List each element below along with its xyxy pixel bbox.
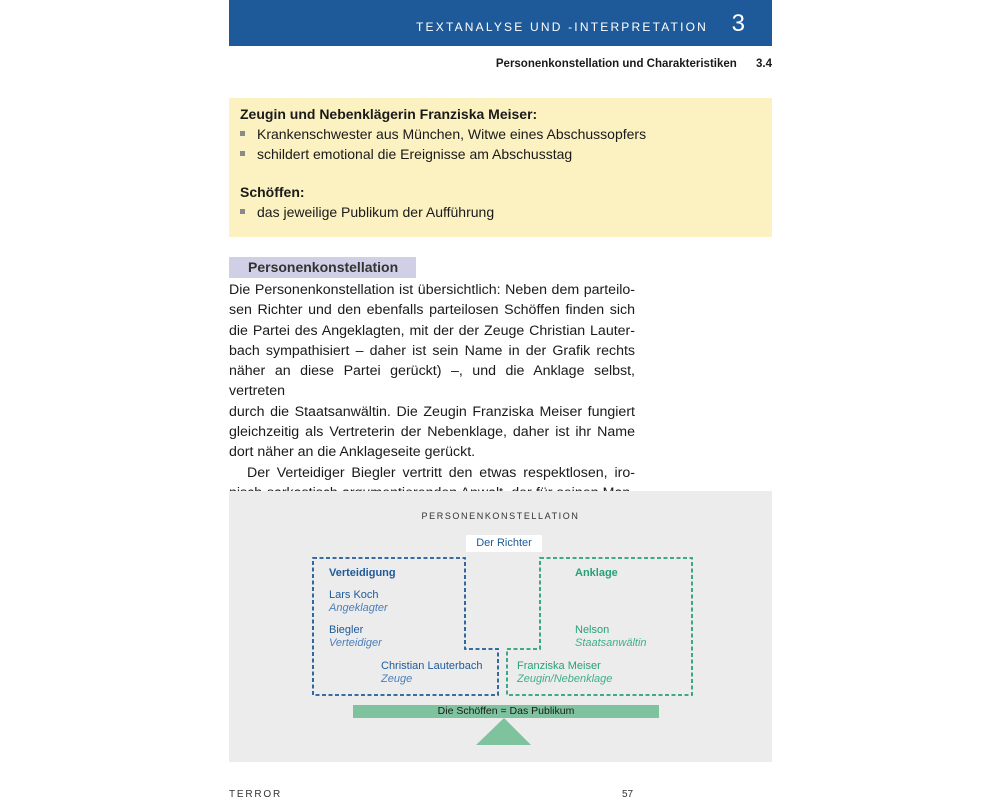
chapter-banner: [229, 0, 772, 46]
margin-heading: Personenkonstellation: [229, 257, 416, 278]
page-number: 57: [622, 789, 634, 800]
section-header: [496, 58, 772, 70]
defense-member-name: Christian Lauterbach: [381, 660, 483, 672]
prosecution-member-role: Zeugin/Nebenklage: [517, 673, 613, 685]
defense-member-role: Verteidiger: [329, 637, 382, 649]
text-line: näher an diese Partei gerückt) –, und die Anklage selbst, vertreten: [229, 363, 635, 400]
list-item: das jeweilige Publikum der Aufführung: [240, 204, 494, 220]
info-box: [229, 98, 772, 237]
prosecution-member-name: Franziska Meiser: [517, 660, 601, 672]
list-item: Krankenschwester aus München, Witwe eines Abschussopfers: [240, 126, 646, 142]
bullet-icon: [240, 209, 245, 214]
constellation-diagram: [229, 491, 772, 762]
section-number: 3.4: [756, 58, 772, 70]
text-line: dort näher an die Anklageseite gerückt.: [229, 444, 476, 461]
body-text: [229, 280, 635, 503]
text-line: die Partei des Angeklagten, mit der der Zeuge Christian Lauter-: [229, 322, 635, 339]
text-line: bach sympathisiert – daher ist sein Name in der Grafik rechts: [229, 342, 635, 359]
section-title: Personenkonstellation und Charakteristiken: [495, 58, 737, 70]
scale-beam: Die Schöffen = Das Publikum: [353, 705, 659, 718]
text-line: Der Verteidiger Biegler vertritt den etwas respektlosen, iro-: [247, 464, 635, 481]
prosecution-member-role: Staatsanwältin: [575, 637, 647, 649]
text-line: gleichzeitig als Vertreterin der Nebenklage, daher ist ihr Name: [229, 424, 635, 441]
footer-book-title: TERROR: [229, 789, 283, 800]
diagram-graphics: [229, 491, 772, 762]
text-line: durch die Staatsanwältin. Die Zeugin Franziska Meiser fungiert: [229, 403, 635, 420]
scale-fulcrum: [476, 718, 531, 745]
bullet-icon: [240, 131, 245, 136]
defense-heading: Verteidigung: [329, 567, 396, 579]
list-item: schildert emotional die Ereignisse am Abschusstag: [240, 146, 572, 162]
text-line: sen Richter und den ebenfalls parteilosen Schöffen finden sich: [229, 302, 635, 319]
defense-member-name: Biegler: [329, 624, 364, 636]
defense-member-role: Zeuge: [381, 673, 413, 685]
box-heading-jurors: Schöffen:: [240, 184, 305, 200]
text-line: Die Personenkonstellation ist übersichtlich: Neben dem parteilo-: [229, 282, 635, 298]
prosecution-heading: Anklage: [575, 567, 618, 579]
judge-label: Der Richter: [466, 535, 542, 552]
box-heading-witness: Zeugin und Nebenklägerin Franziska Meiser:: [240, 106, 538, 122]
diagram-title: PERSONENKONSTELLATION: [421, 511, 580, 521]
prosecution-member-name: Nelson: [575, 624, 610, 636]
bullet-icon: [240, 151, 245, 156]
defense-member-role: Angeklagter: [329, 602, 388, 614]
chapter-label: TEXTANALYSE UND -INTERPRETATION: [416, 20, 708, 34]
chapter-number: 3: [731, 10, 745, 37]
defense-member-name: Lars Koch: [329, 589, 379, 601]
